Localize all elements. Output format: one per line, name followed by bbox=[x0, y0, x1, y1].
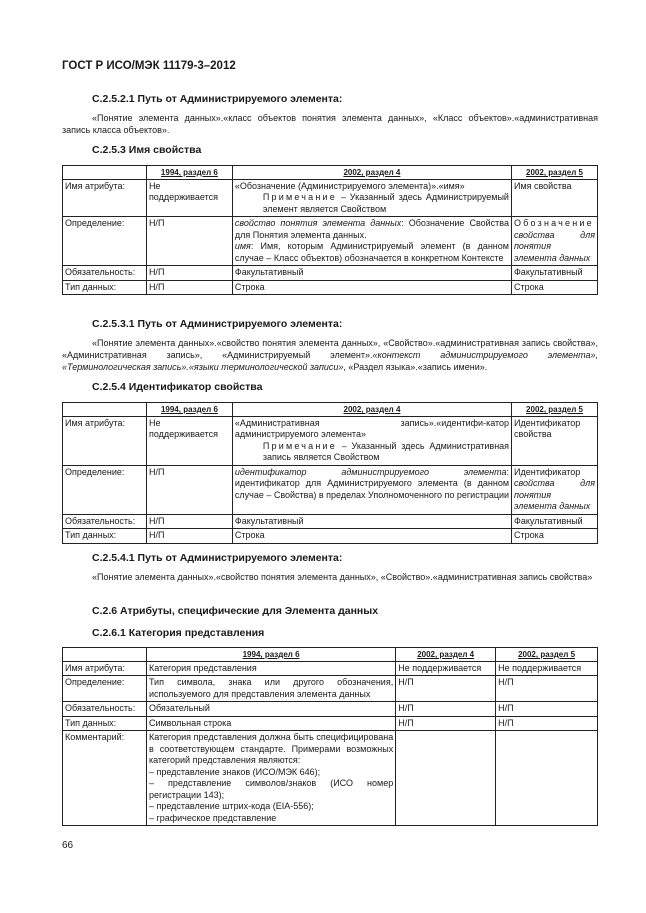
table-cell: Факультативный bbox=[232, 266, 511, 281]
table-header-cell: 2002, раздел 4 bbox=[396, 648, 496, 662]
table-header-row bbox=[63, 166, 598, 180]
table-header-cell: 2002, раздел 5 bbox=[496, 648, 598, 662]
note-label: Примечание bbox=[262, 192, 337, 202]
table-row bbox=[63, 514, 598, 529]
attribute-table bbox=[62, 165, 598, 295]
table-header-cell: 1994, раздел 6 bbox=[146, 403, 232, 417]
section-heading: C.2.5.2.1 Путь от Администрируемого элемента: bbox=[92, 93, 343, 105]
note-text: – Указанный здесь Администрируемый элемент является Свойством bbox=[262, 192, 509, 214]
table-row bbox=[63, 716, 598, 731]
table-cell: Категория представления bbox=[146, 661, 395, 676]
table-row bbox=[63, 217, 598, 266]
table-cell: Н/П bbox=[146, 266, 232, 281]
row-label: Тип данных: bbox=[63, 280, 147, 295]
table-cell bbox=[512, 465, 598, 514]
table-header-cell: 1994, раздел 6 bbox=[146, 166, 232, 180]
row-label: Имя атрибута: bbox=[63, 179, 147, 217]
row-label: Тип данных: bbox=[63, 529, 147, 544]
paragraph-text: , «Раздел языка».«запись имени». bbox=[343, 362, 488, 372]
row-label: Обязательность: bbox=[63, 514, 147, 529]
row-label: Обязательность: bbox=[63, 266, 147, 281]
term-text: идентификатор администрируемого элемента bbox=[234, 466, 507, 477]
attribute-table bbox=[62, 647, 598, 826]
term-text: свойства для понятия элемента данных bbox=[514, 478, 595, 511]
paragraph bbox=[62, 337, 598, 373]
table-cell: Обязательный bbox=[146, 702, 395, 717]
term-text: имя bbox=[234, 241, 251, 251]
section-heading: C.2.5.4 Идентификатор свойства bbox=[92, 381, 263, 393]
cell-text: «Обозначение (Администрируемого элемента)».«имя» bbox=[234, 180, 465, 191]
table-row bbox=[63, 702, 598, 717]
table-header-cell bbox=[63, 403, 147, 417]
paragraph-text: «Понятие элемента данных».«свойство понятия элемента данных», «Свойство».«административная запись свойства» bbox=[92, 572, 593, 582]
paragraph bbox=[62, 571, 598, 583]
row-label: Определение: bbox=[63, 217, 147, 266]
table-cell: Факультативный bbox=[512, 514, 598, 529]
table-row bbox=[63, 266, 598, 281]
paragraph-text: «Понятие элемента данных».«свойство понятия элемента данных», «Свойство».«административная запись свойства», «Административная запись», «Администрируемый элемент». bbox=[62, 338, 598, 360]
table-header-cell: 1994, раздел 6 bbox=[146, 648, 395, 662]
paragraph-term: «контекст администрируемого элемента», «Терминологическая запись». bbox=[62, 350, 598, 372]
table-cell: Н/П bbox=[146, 217, 232, 266]
row-label: Тип данных: bbox=[63, 716, 147, 731]
table-cell: Тип символа, знака или другого обозначения, используемого для представления элемента данных bbox=[146, 676, 395, 702]
table-header-cell: 2002, раздел 4 bbox=[232, 166, 511, 180]
cell-note bbox=[235, 192, 509, 215]
table-cell: Н/П bbox=[146, 529, 232, 544]
table-header-cell bbox=[63, 166, 147, 180]
comment-line: – представление символов/знаков (ИСО номер регистрации 143); bbox=[148, 778, 394, 800]
table-header-cell: 2002, раздел 5 bbox=[511, 166, 597, 180]
section-heading: C.2.5.4.1 Путь от Администрируемого элемента: bbox=[92, 552, 343, 564]
table-cell bbox=[232, 416, 511, 465]
definition-text: : идентификатор для Администрируемого элемента (в данном случае – Свойства) в пределах Уполномоченного по регистрации bbox=[234, 466, 510, 500]
table-cell bbox=[511, 217, 597, 266]
comment-line: – представление знаков (ИСО/МЭК 646); bbox=[148, 766, 321, 777]
table-row bbox=[63, 731, 598, 826]
term-text: свойства для понятия элемента данных bbox=[513, 229, 595, 263]
definition-text: : Имя, которым Администрируемый элемент (в данном случае – Класс объектов) обозначается в конкретном Контексте bbox=[234, 241, 509, 263]
table-cell bbox=[396, 731, 496, 826]
table-cell: Строка bbox=[232, 529, 511, 544]
table-cell: Н/П bbox=[496, 676, 598, 702]
section-heading: C.2.6.1 Категория представления bbox=[92, 627, 265, 639]
term-text: свойство понятия элемента данных bbox=[234, 218, 402, 228]
table-row bbox=[63, 661, 598, 676]
row-label: Обязательность: bbox=[63, 702, 147, 717]
table-cell: Н/П bbox=[496, 716, 598, 731]
table-cell: Не поддерживается bbox=[146, 179, 232, 217]
table-cell: Н/П bbox=[146, 514, 232, 529]
table-cell: Строка bbox=[512, 529, 598, 544]
table-row bbox=[63, 179, 598, 217]
comment-line: – графическое представление bbox=[148, 812, 277, 823]
section-heading: C.2.5.3.1 Путь от Администрируемого элемента: bbox=[92, 318, 343, 330]
table-row bbox=[63, 280, 598, 295]
table-cell: Не поддерживается bbox=[146, 416, 232, 465]
row-label: Имя атрибута: bbox=[63, 416, 147, 465]
cell-text: «Административная запись».«идентифи-катор администрируемого элемента» bbox=[234, 417, 510, 439]
section-heading: C.2.6 Атрибуты, специфические для Элемента данных bbox=[92, 605, 379, 617]
paragraph-term: «языки терминологической записи» bbox=[188, 362, 344, 372]
section-heading: C.2.5.3 Имя свойства bbox=[92, 144, 202, 156]
table-header-row bbox=[63, 403, 598, 417]
cell-text: Обозначение bbox=[513, 218, 594, 228]
table-header-cell bbox=[63, 648, 147, 662]
table-cell: Н/П bbox=[396, 702, 496, 717]
page-number: 66 bbox=[62, 840, 74, 851]
row-label: Комментарий: bbox=[63, 731, 147, 826]
table-cell bbox=[232, 217, 511, 266]
table-cell: Имя свойства bbox=[511, 179, 597, 217]
table-cell: Н/П bbox=[396, 676, 496, 702]
table-cell: Не поддерживается bbox=[396, 661, 496, 676]
table-cell bbox=[496, 731, 598, 826]
comment-line: Категория представления должна быть специфицирована в соответствующем стандарте. Примерами возможных категорий представления являются: bbox=[148, 732, 394, 765]
table-cell: Строка bbox=[511, 280, 597, 295]
table-row bbox=[63, 465, 598, 514]
table-header-row bbox=[63, 648, 598, 662]
table-row bbox=[63, 416, 598, 465]
table-cell: Не поддерживается bbox=[496, 661, 598, 676]
table-cell: Факультативный bbox=[511, 266, 597, 281]
table-cell: Н/П bbox=[496, 702, 598, 717]
table-cell bbox=[146, 731, 395, 826]
table-cell: Н/П bbox=[396, 716, 496, 731]
table-cell: Идентификатор свойства bbox=[512, 416, 598, 465]
table-header-cell: 2002, раздел 5 bbox=[512, 403, 598, 417]
cell-text: Идентификатор bbox=[514, 466, 581, 477]
paragraph-text: «Понятие элемента данных».«класс объектов понятия элемента данных», «Класс объектов».«административная запись класса объектов». bbox=[62, 113, 598, 135]
row-label: Определение: bbox=[63, 465, 147, 514]
table-cell: Н/П bbox=[146, 280, 232, 295]
definition-text: : Обозначение Свойства для Понятия элемента данных. bbox=[234, 218, 509, 240]
attribute-table bbox=[62, 402, 598, 544]
table-row bbox=[63, 529, 598, 544]
row-label: Определение: bbox=[63, 676, 147, 702]
paragraph bbox=[62, 112, 598, 136]
row-label: Имя атрибута: bbox=[63, 661, 147, 676]
table-cell: Символьная строка bbox=[146, 716, 395, 731]
comment-line: – представление штрих-кода (EIA-556); bbox=[148, 801, 314, 811]
document-header: ГОСТ Р ИСО/МЭК 11179-3–2012 bbox=[62, 60, 236, 72]
table-header-cell: 2002, раздел 4 bbox=[232, 403, 511, 417]
cell-note bbox=[235, 441, 509, 464]
table-row bbox=[63, 676, 598, 702]
table-cell: Н/П bbox=[146, 465, 232, 514]
table-cell: Факультативный bbox=[232, 514, 511, 529]
table-cell: Строка bbox=[232, 280, 511, 295]
note-label: Примечание bbox=[262, 440, 337, 451]
table-cell bbox=[232, 179, 511, 217]
note-text: – Указанный здесь Административная запись является Свойством bbox=[262, 440, 510, 462]
table-cell bbox=[232, 465, 511, 514]
